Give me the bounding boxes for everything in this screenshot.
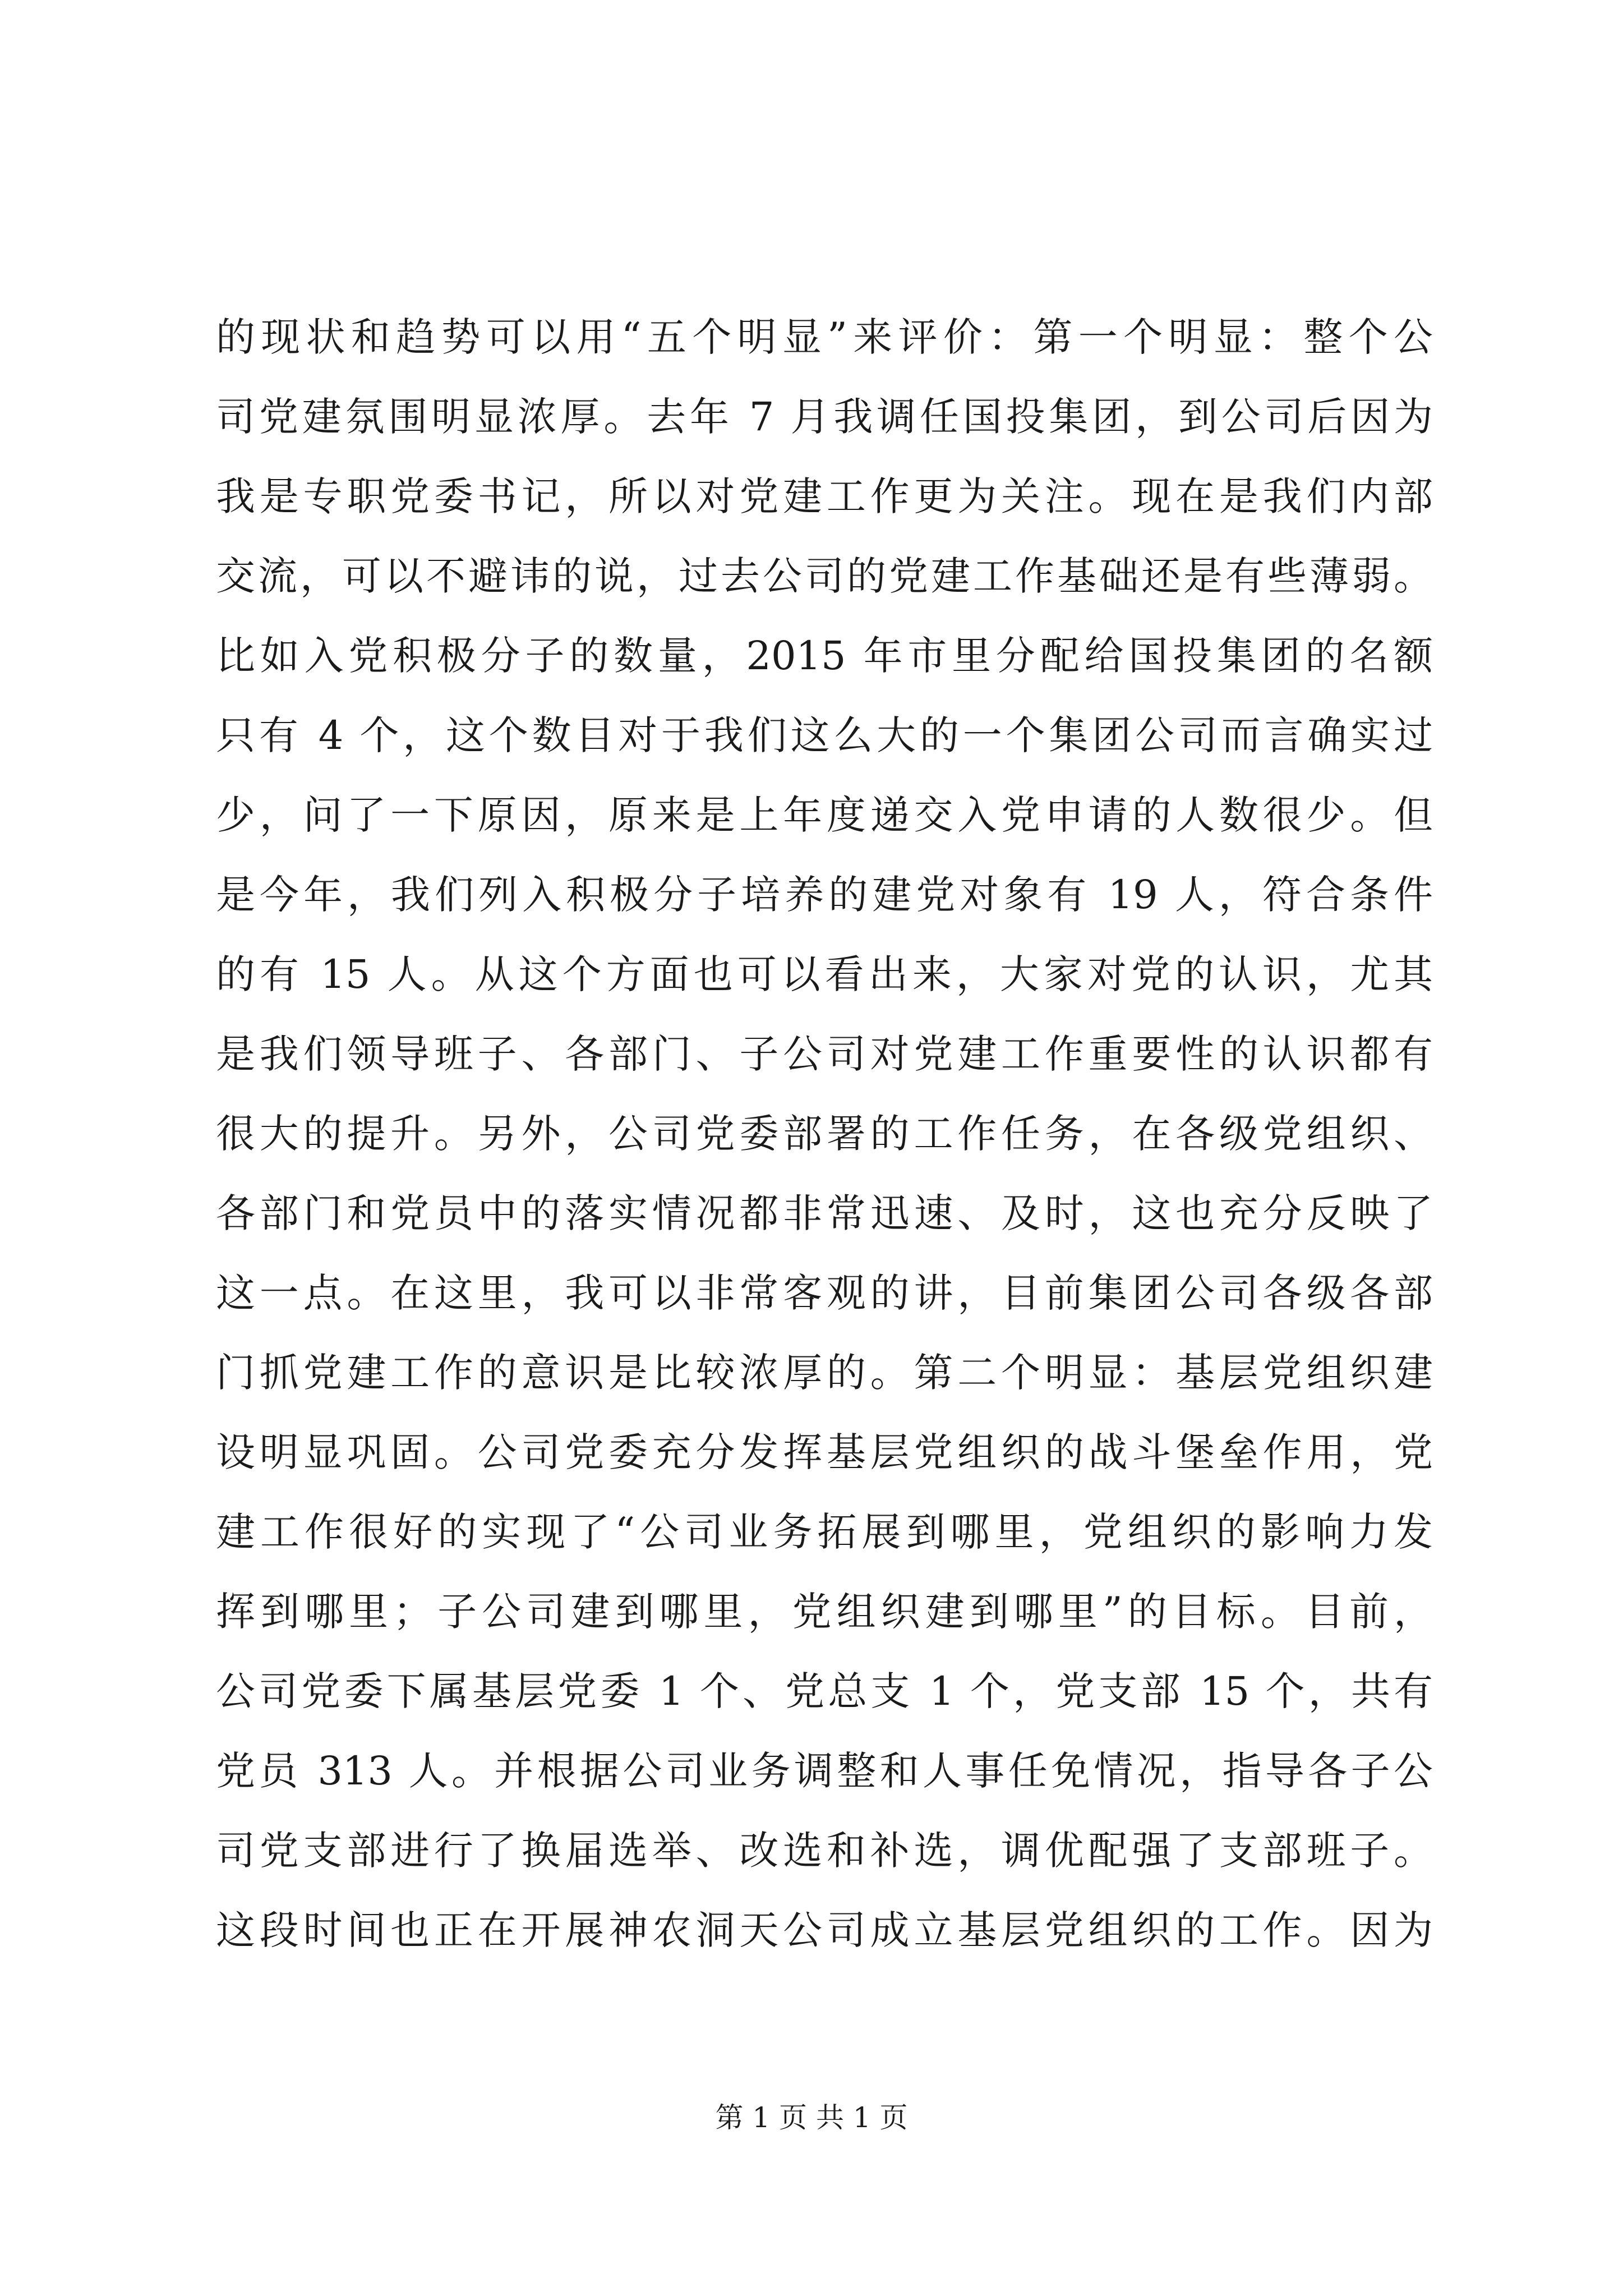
text-line: 各部门和党员中的落实情况都非常迅速、及时，这也充分反映了 xyxy=(216,1190,1433,1236)
text-line: 我是专职党委书记，所以对党建工作更为关注。现在是我们内部 xyxy=(216,473,1433,519)
text-line: 司党支部进行了换届选举、改选和补选，调优配强了支部班子。 xyxy=(216,1828,1433,1874)
text-line: 的现状和趋势可以用“五个明显”来评价：第一个明显：整个公 xyxy=(216,314,1433,360)
text-line: 比如入党积极分子的数量，2015 年市里分配给国投集团的名额 xyxy=(216,633,1433,679)
text-line: 这一点。在这里，我可以非常客观的讲，目前集团公司各级各部 xyxy=(216,1270,1433,1316)
text-line: 党员 313 人。并根据公司业务调整和人事任免情况，指导各子公 xyxy=(216,1748,1433,1794)
text-line: 门抓党建工作的意识是比较浓厚的。第二个明显：基层党组织建 xyxy=(216,1350,1433,1396)
text-line: 建工作很好的实现了“公司业务拓展到哪里，党组织的影响力发 xyxy=(216,1509,1433,1555)
text-line: 挥到哪里；子公司建到哪里，党组织建到哪里”的目标。目前， xyxy=(216,1589,1433,1635)
page-footer xyxy=(0,2101,1623,2134)
text-line: 是今年，我们列入积极分子培养的建党对象有 19 人，符合条件 xyxy=(216,872,1433,918)
text-line: 的有 15 人。从这个方面也可以看出来，大家对党的认识，尤其 xyxy=(216,951,1433,997)
text-line: 交流，可以不避讳的说，过去公司的党建工作基础还是有些薄弱。 xyxy=(216,553,1433,599)
text-line: 设明显巩固。公司党委充分发挥基层党组织的战斗堡垒作用，党 xyxy=(216,1429,1433,1475)
text-line: 这段时间也正在开展神农洞天公司成立基层党组织的工作。因为 xyxy=(216,1907,1433,1953)
text-line: 只有 4 个，这个数目对于我们这么大的一个集团公司而言确实过 xyxy=(216,712,1433,758)
text-line: 公司党委下属基层党委 1 个、党总支 1 个，党支部 15 个，共有 xyxy=(216,1668,1433,1714)
page-number: 第 1 页 共 1 页 xyxy=(715,2101,908,2134)
text-line: 是我们领导班子、各部门、子公司对党建工作重要性的认识都有 xyxy=(216,1031,1433,1077)
text-line: 少，问了一下原因，原来是上年度递交入党申请的人数很少。但 xyxy=(216,792,1433,838)
text-line: 司党建氛围明显浓厚。去年 7 月我调任国投集团，到公司后因为 xyxy=(216,394,1433,440)
text-line: 很大的提升。另外，公司党委部署的工作任务，在各级党组织、 xyxy=(216,1111,1433,1157)
body-text xyxy=(216,297,1433,1970)
